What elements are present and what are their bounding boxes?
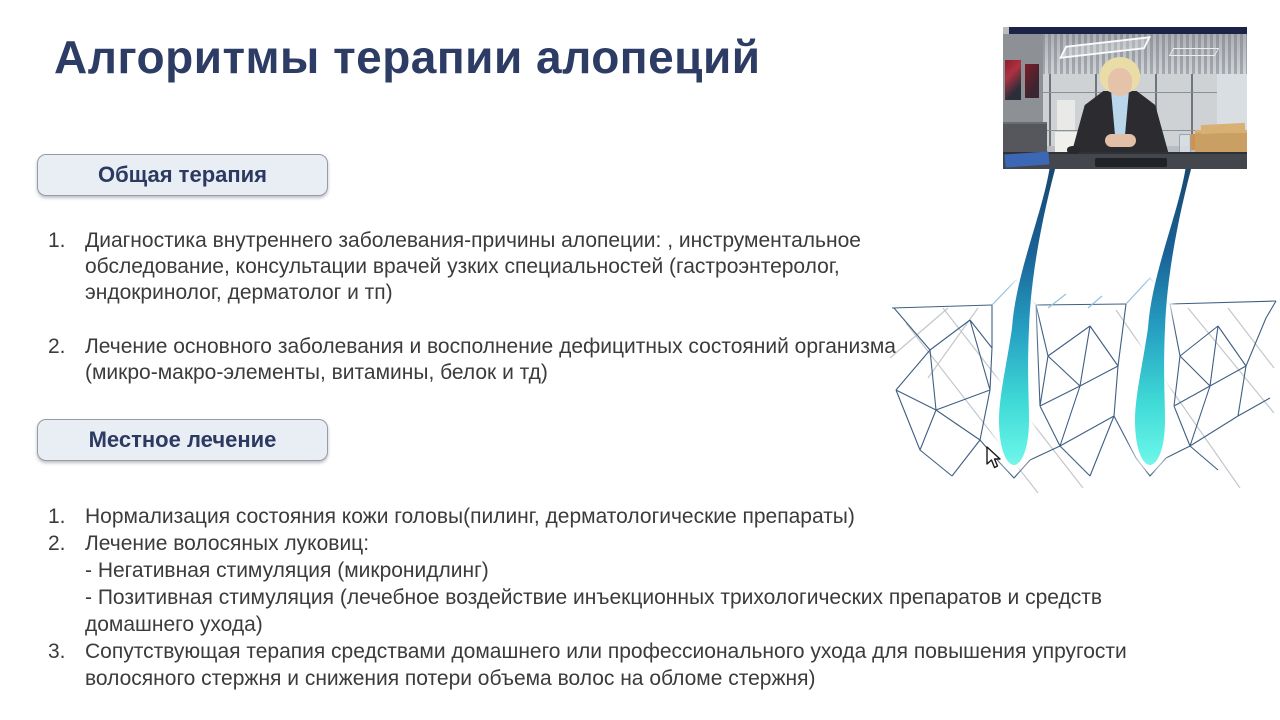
skin-mesh <box>892 301 1276 478</box>
list-sub-item: - Негативная стимуляция (микронидлинг) <box>85 559 489 582</box>
presenter-video <box>1003 27 1247 169</box>
list-item-text: Лечение волосяных луковиц: <box>85 532 370 555</box>
list-item <box>44 530 1199 638</box>
badge-general-therapy <box>37 154 328 196</box>
list-item-number: 2. <box>48 532 66 555</box>
list-item-text: Диагностика внутреннего заболевания-причины алопеции: , инструментальное обследование, консультации врачей узких специальностей (гастроэнтеролог, эндокринолог, дерматолог и тп) <box>85 229 861 304</box>
presenter-hands <box>1105 134 1136 147</box>
list-item-text: Лечение основного заболевания и восполнение дефицитных состояний организма (микро-макро-элементы, витамины, белок и тд) <box>85 335 896 384</box>
list-item-number: 3. <box>48 640 66 663</box>
hair-strand <box>999 158 1194 465</box>
list-item <box>44 228 900 306</box>
list-item-text: Сопутствующая терапия средствами домашнего или профессионального ухода для повышения упругости волосяного стержня и снижения потери объема волос на обломе стержня) <box>85 640 1127 690</box>
presenter-face <box>1108 68 1132 96</box>
list-item-number: 1. <box>48 229 66 252</box>
office-artwork <box>1025 64 1039 98</box>
follicle-svg <box>888 158 1280 508</box>
office-scene <box>1003 34 1247 169</box>
computer-mouse <box>1067 146 1080 154</box>
list-item-number: 2. <box>48 335 66 358</box>
badge-local-treatment-label: Местное лечение <box>88 427 277 452</box>
badge-local-treatment <box>37 419 328 461</box>
list-item <box>44 638 1199 692</box>
list-item-text <box>85 530 1199 638</box>
page-title: Алгоритмы терапии алопеций <box>54 31 761 83</box>
general-therapy-list <box>44 228 900 414</box>
keyboard <box>1095 158 1167 167</box>
office-artwork <box>1005 60 1021 100</box>
video-top-bar <box>1009 27 1247 34</box>
list-sub-item: - Позитивная стимуляция (лечебное воздействие инъекционных трихологических препаратов и средств домашнего ухода) <box>85 586 1103 636</box>
wall-panel <box>1057 100 1075 130</box>
glass-frame <box>1049 74 1051 146</box>
list-item-number: 1. <box>48 505 66 528</box>
list-item <box>44 334 900 386</box>
hair-follicle-illustration <box>888 158 1280 508</box>
list-item-text: Нормализация состояния кожи головы(пилинг, дерматологические препараты) <box>85 505 855 528</box>
ceiling-light <box>1169 48 1220 56</box>
local-treatment-list <box>44 503 1199 692</box>
badge-general-therapy-label: Общая терапия <box>97 162 268 187</box>
mouse-cursor-icon <box>986 446 1002 470</box>
